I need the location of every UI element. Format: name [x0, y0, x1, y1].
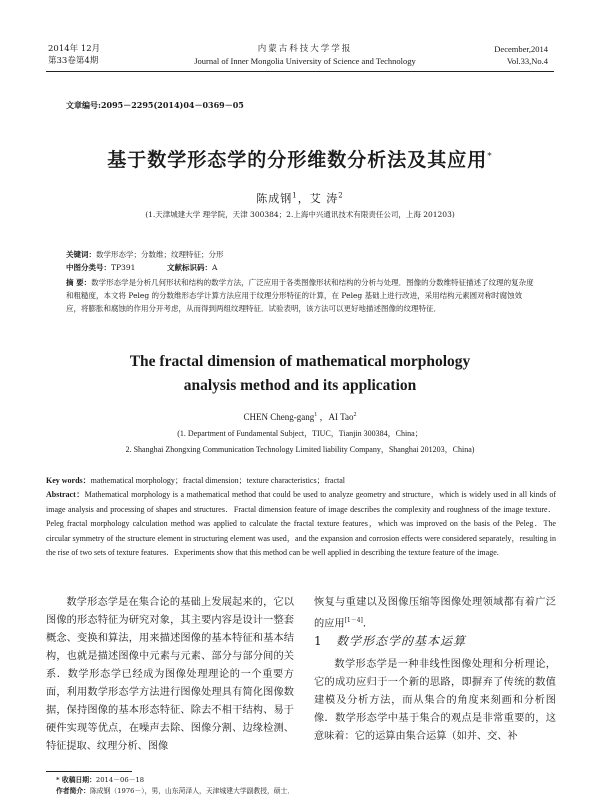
affiliation-en-1: (1. Department of Fundamental Subject，TIUC，Tianjin 300384，China； — [177, 429, 423, 438]
body-right-end: ． — [362, 618, 374, 630]
doc-code-value: A — [212, 263, 218, 272]
citation-ref: [1－4] — [344, 617, 363, 624]
journal-name-en: Journal of Inner Mongolia University of Science and Technology — [194, 56, 416, 66]
header-volume-en: Vol.33,No.4 — [506, 56, 548, 66]
paper-title-cn-text: 基于数学形态学的分形维数分析法及其应用 — [107, 149, 488, 171]
clc-label: 中图分类号： — [66, 263, 111, 272]
author-1: 陈成钢 — [256, 192, 293, 205]
author-en-1: CHEN Cheng-gang — [243, 412, 315, 422]
journal-name-cn: 内蒙古科技大学学报 — [257, 44, 353, 54]
keywords-cn-text: 数学形态学；分数维；纹理特征；分形 — [96, 250, 224, 259]
body-left-column: 数学形态学是在集合论的基础上发展起来的，它以图像的形态特征为研究对象，其主要内容是设计一整套概念、变换和算法，用来描述图像的基本特征和基本结构，也就是描述图像中元素与元素、部分与部分间的关系．数学形态学已经成为图像处理理论的一个重要方面，利用数学形态学方法进行图像处理具有简化图像数据，保持图像的基本形态特征、除去不相干结构、易于硬件实现等优点，在噪声去除、图像分割、边缘检测、特征提取、纹理分析、图像 — [46, 597, 294, 752]
author-bio: 陈成钢（1976－），男，山东菏泽人，天津城建大学副教授，硕士． — [89, 787, 295, 795]
journal-date-en — [494, 43, 548, 67]
keywords-en — [46, 474, 556, 487]
footnote-rule — [46, 771, 132, 772]
clc-value: TP391 — [111, 263, 136, 272]
authors-cn — [40, 190, 560, 206]
article-number: 文章编号:2095－2295(2014)04－0369－05 — [66, 100, 244, 110]
title-footnote-mark: * — [487, 151, 493, 162]
header-date-en: December,2014 — [494, 44, 548, 54]
header-volume: 第33卷第4期 — [48, 56, 99, 66]
affiliation-cn: (1.天津城建大学 理学院，天津 300384；2.上海中兴通讯技术有限责任公司，上海 201203) — [145, 210, 455, 219]
abstract-en-label: Abstract： — [46, 490, 85, 499]
keywords-cn — [66, 248, 536, 261]
header-date: 2014年 12月 — [48, 44, 101, 54]
keywords-en-label: Key words： — [46, 476, 91, 485]
received-label: * 收稿日期： — [56, 776, 96, 784]
authors-en — [40, 410, 560, 423]
body-right-text: 恢复与重建以及图像压缩等图像处理领域都有着广泛的应用 — [314, 597, 556, 630]
footnote-author — [56, 786, 294, 796]
author-en-2-affil: 2 — [353, 412, 357, 418]
keywords-cn-label: 关键词： — [66, 250, 96, 259]
body-right-column-top — [314, 594, 556, 633]
author-1-affil: 1 — [292, 191, 298, 200]
classification-line — [66, 262, 217, 273]
abstract-cn-text: 数学形态学是分析几何形状和结构的数学方法，广泛应用于各类图像形状和结构的分析与处理．图像的分数维特征描述了纹理的复杂度和粗糙度，本文将 Peleg 的分数维形态学计算方法应用于纹理分形特征的计算，在 Peleg 基础上进行改进，采用结构元素圆对称时腐蚀效应，将膨胀和腐蚀的作用分开考虑，从而得到两组纹理特征．试验表明，该方法可以更好地描述图像的纹理特征． — [66, 278, 534, 313]
author-en-1-affil: 1 — [314, 412, 318, 418]
abstract-en — [46, 488, 556, 561]
paper-title-cn — [40, 145, 560, 172]
journal-name — [160, 43, 450, 67]
abstract-en-text: Mathematical morphology is a mathematical method that could be used to analyze geometry and structure，which is widely used in all kinds of image analysis and processing of shapes and structures．Fractal dimension feature of image describes the complexity and roughness of the image texture．Peleg fractal morphology calculation method was applied to calculate the fractal texture features，which was improved on the basis of the Peleg．The circular symmetry of the structure element in structuring element was used，and the expansion and corrosion effects were considered separately，resulting in the rise of two sets of texture features．Experiments show that this method can be well applied in describing the texture feature of the image. — [46, 490, 556, 557]
abstract-cn — [66, 276, 536, 315]
keywords-en-text: mathematical morphology；fractal dimension；texture characteristics；fractal — [90, 476, 346, 485]
affiliation-en-2: 2. Shanghai Zhongxing Communication Technology Limited liability Company，Shanghai 201203，China) — [125, 445, 475, 454]
doc-code-label: 文献标识码： — [167, 263, 212, 272]
abstract-cn-label: 摘 要： — [66, 278, 92, 287]
header-rule — [46, 71, 554, 72]
journal-date-issue — [48, 43, 100, 67]
received-date: 2014－06－18 — [95, 776, 145, 784]
author-2-affil: 2 — [338, 191, 344, 200]
author-bio-label: 作者简介： — [56, 787, 90, 795]
paper-title-en — [40, 350, 560, 398]
paper-title-en-line2: analysis method and its application — [183, 377, 417, 394]
section-title: 数学形态学的基本运算 — [336, 634, 467, 648]
author-separator: ， — [297, 192, 310, 205]
section-heading — [314, 632, 466, 649]
footnote-received — [56, 775, 144, 785]
section-number: 1 — [314, 634, 323, 648]
author-en-2: ，AI Tao — [317, 412, 354, 422]
paper-title-en-line1: The fractal dimension of mathematical morphology — [129, 353, 471, 370]
section-paragraph: 数学形态学是一种非线性图像处理和分析理论，它的成功应归于一个新的思路，即摒弃了传统的数值建模及分析方法，而从集合的角度来刻画和分析图像．数学形态学中基于集合的观点是非常重要的，这意味着：它的运算由集合运算（如并、交、补 — [314, 659, 556, 742]
author-2: 艾 涛 — [309, 192, 339, 205]
